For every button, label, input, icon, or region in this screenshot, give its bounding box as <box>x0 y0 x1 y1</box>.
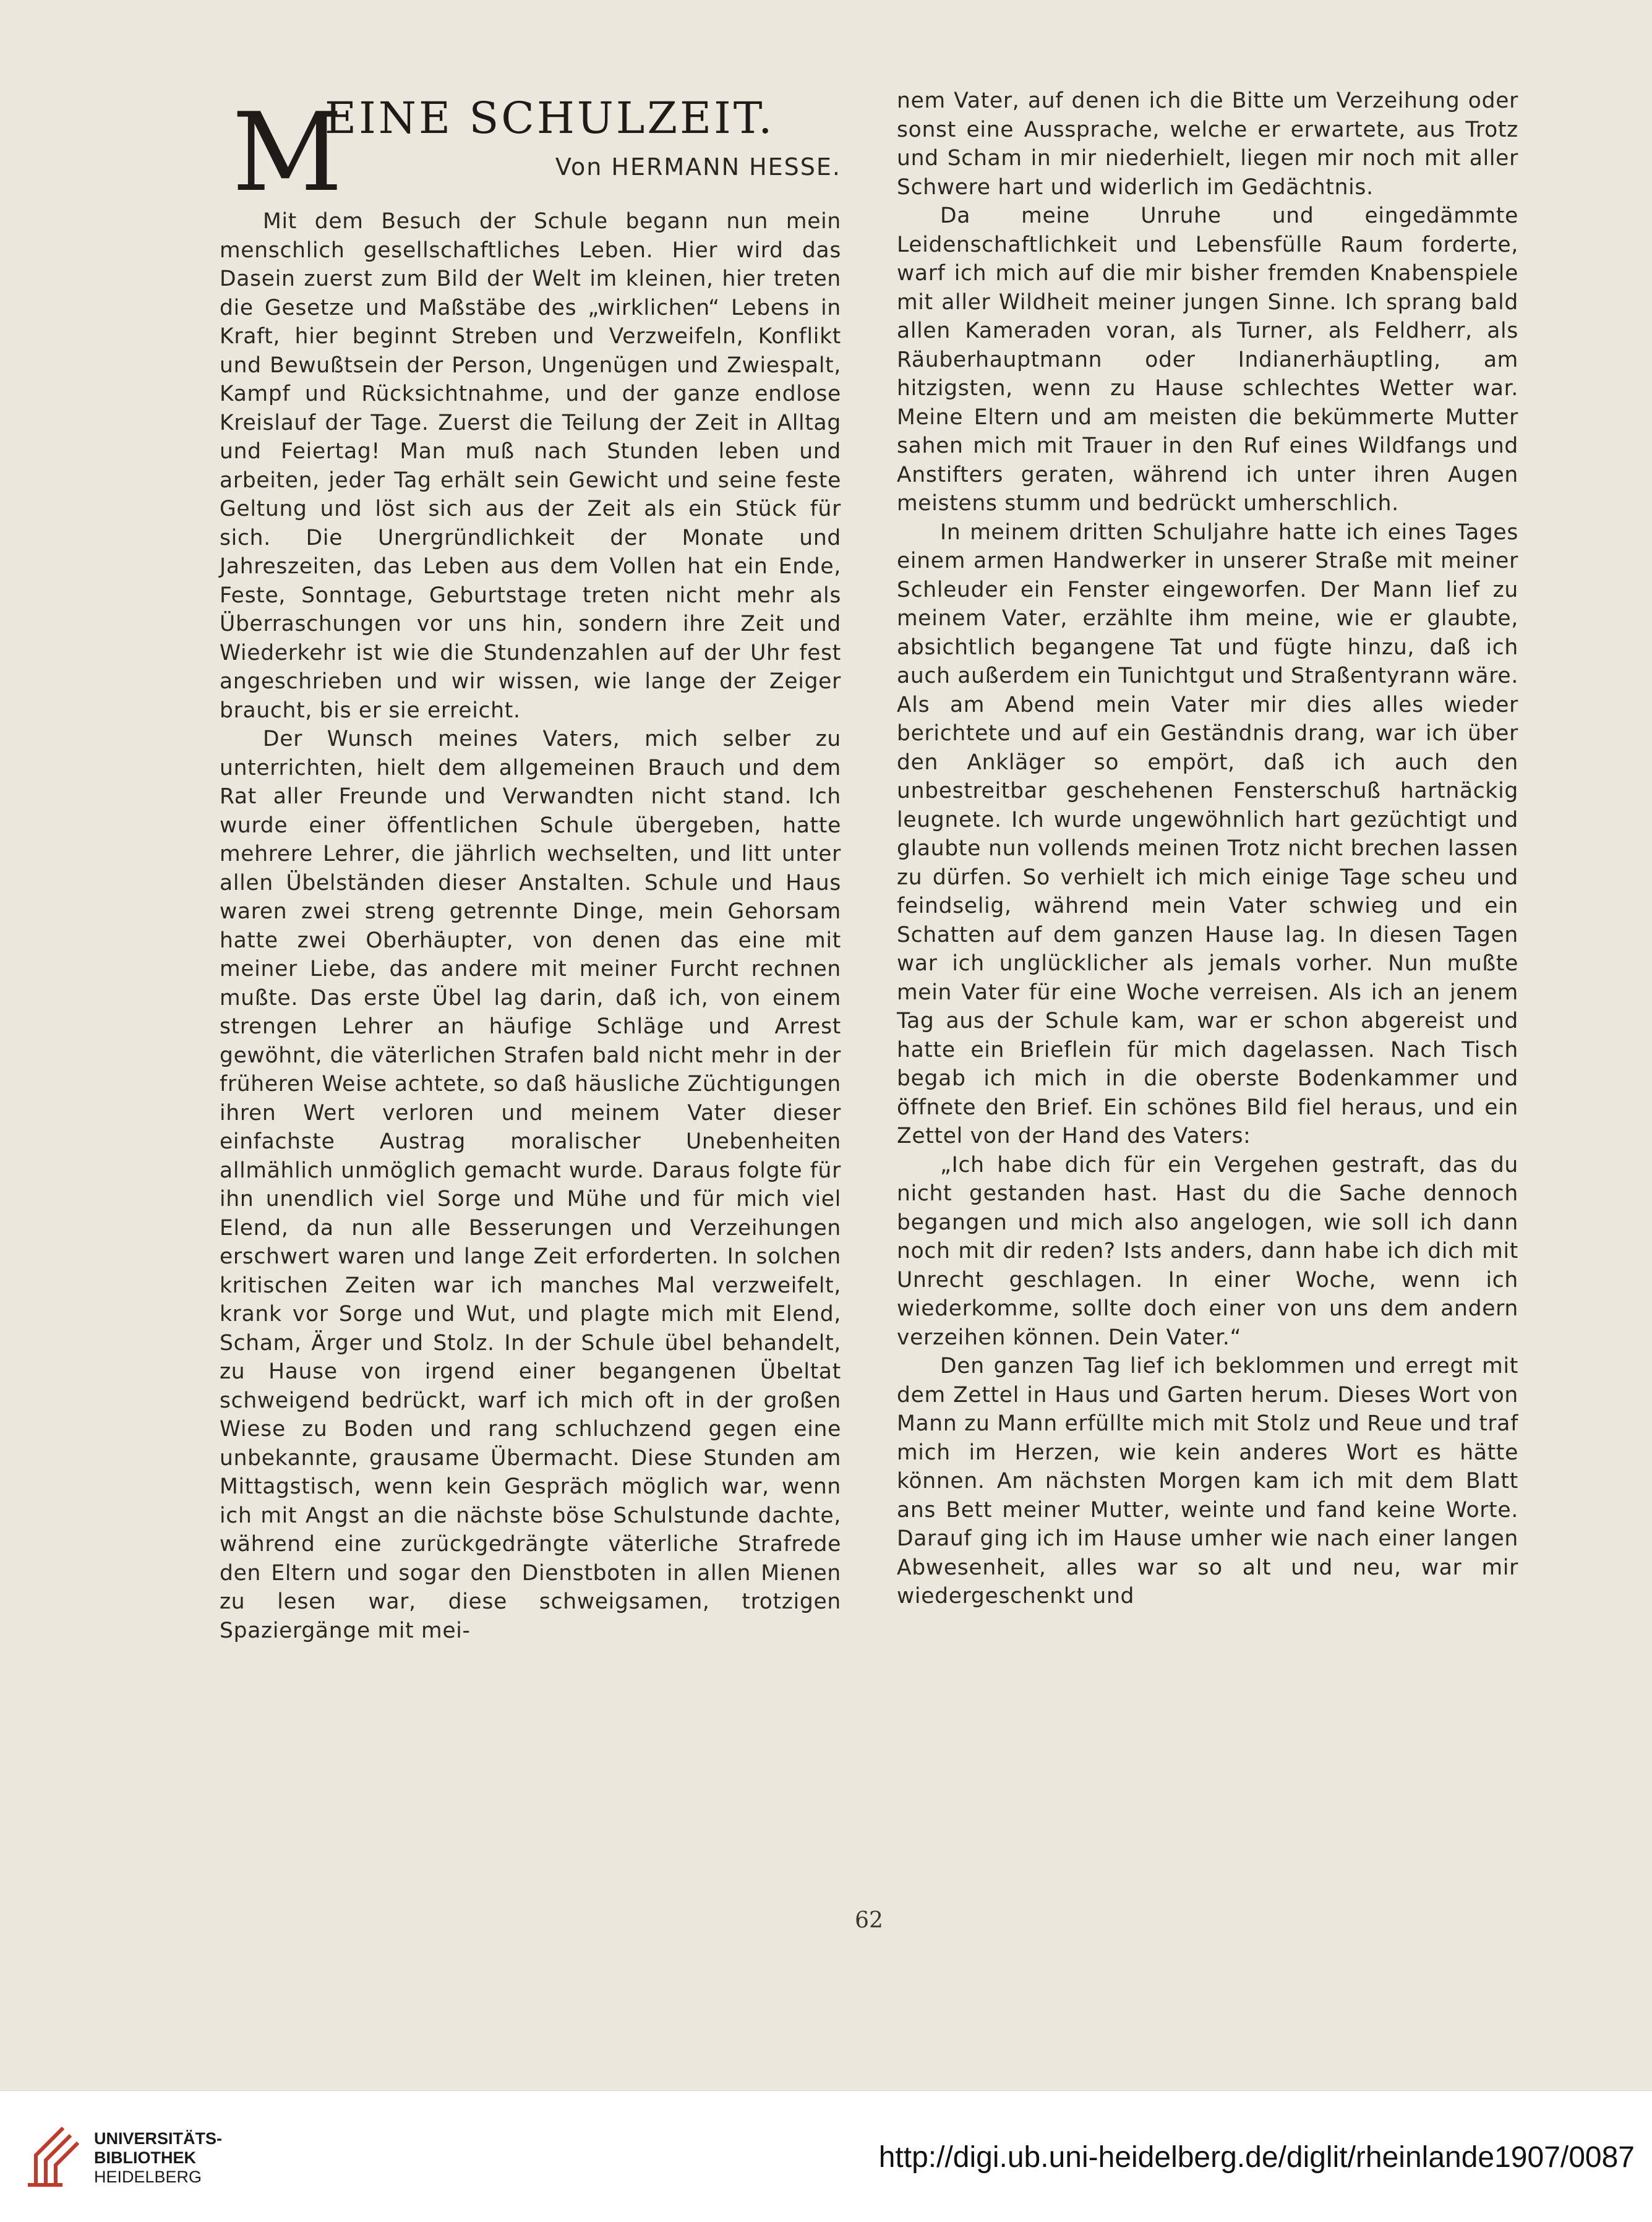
library-name-line: HEIDELBERG <box>94 2168 202 2186</box>
paragraph: Da meine Unruhe und eingedämmte Leidenschaftlichkeit und Lebensfülle Raum forderte, warf ich mich auf die mir bisher fremden Knabenspiele mit aller Wildheit meiner jungen Sinne. Ich sprang bald allen Kameraden voran, als Turner, als Feldherr, als Räuberhauptmann oder Indianerhäuptling, am hitzigsten, wenn zu Hause schlechtes Wetter war. Meine Eltern und am meisten die bekümmerte Mutter sahen mich mit Trauer in den Ruf eines Wildfangs und Anstifters geraten, während ich unter ihren Augen meistens stumm und bedrückt umherschlich. <box>897 203 1518 516</box>
paragraph: Der Wunsch meines Vaters, mich selber zu unterrichten, hielt dem allgemeinen Brauch und dem Rat aller Freunde und Verwandten nicht stand. Ich wurde einer öffentlichen Schule übergeben, hatte mehrere Lehrer, die jährlich wechselten, und litt unter allen Übelständen dieser Anstalten. Schule und Haus waren zwei streng getrennte Dinge, mein Gehorsam hatte zwei Oberhäupter, von denen das eine mit meiner Liebe, das andere mit meiner Furcht rechnen mußte. Das erste Übel lag darin, daß ich, von einem strengen Lehrer an häufige Schläge und Arrest gewöhnt, die väterlichen Strafen bald nicht mehr in der früheren Weise achtete, so daß häusliche Züchtigungen ihren Wert verloren und meinem Vater dieser einfachste Austrag moralischer Unebenheiten allmählich unmöglich gemacht wurde. Daraus folgte für ihn unendlich viel Sorge und Mühe und für mich viel Elend, da nun alle Besserungen und Verzeihungen erschwert waren und lange Zeit erforderten. In solchen kritischen Zeiten war ich manches Mal verzweifelt, krank vor Sorge und Wut, und plagte mich mit Elend, Scham, Ärger und Stolz. In der Schule übel behandelt, zu Hause von irgend einer begangenen Übeltat schweigend bedrückt, warf ich mich oft in der großen Wiese zu Boden und rang schluchzend gegen eine unbekannte, grausame Übermacht. Diese Stunden am Mittagstisch, wenn kein Gespräch möglich war, wenn ich mit Angst an die nächste böse Schulstunde dachte, während eine zurückgedrängte väterliche Strafrede den Eltern und sogar den Dienstboten in allen Mienen zu lesen war, diese schweigsamen, trotzigen Spaziergänge mit mei- <box>220 727 841 1643</box>
page-number: 62 <box>855 1908 883 1933</box>
article-title-block <box>220 87 841 216</box>
library-name <box>94 2129 222 2187</box>
title-drop-cap: M <box>232 90 343 216</box>
library-name-line: BIBLIOTHEK <box>94 2148 196 2167</box>
paragraph: Mit dem Besuch der Schule begann nun mein menschlich gesellschaftliches Leben. Hier wird das Dasein zuerst zum Bild der Welt im kleinen, hier treten die Gesetze und Maßstäbe des „wirklichen“ Lebens in Kraft, hier beginnt Streben und Verzweifeln, Konflikt und Bewußtsein der Person, Ungenügen und Zwiespalt, Kampf und Rücksichtnahme, und der ganze endlose Kreislauf der Tage. Zuerst die Teilung der Zeit in Alltag und Feiertag! Man muß nach Stunden leben und arbeiten, jeder Tag erhält sein Gewicht und seine feste Geltung und löst sich aus der Zeit als ein Stück für sich. Die Unergründlichkeit der Monate und Jahreszeiten, das Leben aus dem Vollen hat ein Ende, Feste, Sonntage, Geburtstage treten nicht mehr als Überraschungen vor uns hin, sondern ihre Zeit und Wiederkehr ist wie die Stundenzahlen auf der Uhr fest angeschrieben und wir wissen, wie lange der Zeiger braucht, bis er sie erreicht. <box>220 209 841 723</box>
digitization-footer <box>0 2090 1652 2222</box>
left-column <box>220 207 841 1645</box>
article-title: EINE SCHULZEIT. <box>325 93 775 143</box>
letter-quote: „Ich habe dich für ein Vergehen gestraft, das du nicht gestanden hast. Hast du die Sache dennoch begangen und mich also angelogen, wie soll ich dann noch mit dir reden? Ists anders, dann habe ich dich mit Unrecht geschlagen. In einer Woche, wenn ich wiederkomme, sollte doch einer von uns dem andern verzeihen können. Dein Vater.“ <box>897 1152 1518 1350</box>
article-byline: Von HERMANN HESSE. <box>555 153 841 181</box>
paragraph: Den ganzen Tag lief ich beklommen und erregt mit dem Zettel in Haus und Garten herum. Dieses Wort von Mann zu Mann erfüllte mich mit Stolz und Reue und traf mich im Herzen, wie kein anderes Wort es hätte können. Am nächsten Morgen kam ich mit dem Blatt ans Bett meiner Mutter, weinte und fand keine Worte. Darauf ging ich im Hause umher wie nach einer langen Abwesenheit, alles war so alt und neu, war mir wiedergeschenkt und <box>897 1354 1518 1609</box>
source-url-link[interactable]: http://digi.ub.uni-heidelberg.de/diglit/rheinlande1907/0087 <box>878 2141 1635 2174</box>
paragraph: nem Vater, auf denen ich die Bitte um Verzeihung oder sonst eine Aussprache, welche er erwartete, aus Trotz und Scham in mir niederhielt, liegen mir noch mit aller Schwere hart und widerlich im Gedächtnis. <box>897 88 1518 200</box>
library-name-line: UNIVERSITÄTS- <box>94 2129 223 2148</box>
right-column <box>897 87 1518 1611</box>
library-logo-icon <box>25 2123 93 2191</box>
paragraph: In meinem dritten Schuljahre hatte ich eines Tages einem armen Handwerker in unserer Straße mit meiner Schleuder ein Fenster eingeworfen. Der Mann lief zu meinem Vater, erzählte ihm meine, wie er glaubte, absichtlich begangene Tat und fügte hinzu, daß ich auch außerdem ein Tunichtgut und Straßentyrann wäre. Als am Abend mein Vater mir dies alles wieder berichtete und auf ein Geständnis drang, war ich über den Ankläger so empört, daß ich auch den unbestreitbar geschehenen Fensterschuß hartnäckig leugnete. Ich wurde ungewöhnlich hart gezüchtigt und glaubte nun vollends meinen Trotz nicht brechen lassen zu dürfen. So verhielt ich mich einige Tage scheu und feindselig, während mein Vater schwieg und ein Schatten auf dem ganzen Hause lag. In diesen Tagen war ich unglücklicher als jemals vorher. Nun mußte mein Vater für eine Woche verreisen. Als ich an jenem Tag aus der Schule kam, war er schon abgereist und hatte ein Brieflein für mich dagelassen. Nach Tisch begab ich mich in die oberste Bodenkammer und öffnete den Brief. Ein schönes Bild fiel heraus, und ein Zettel von der Hand des Vaters: <box>897 519 1518 1148</box>
